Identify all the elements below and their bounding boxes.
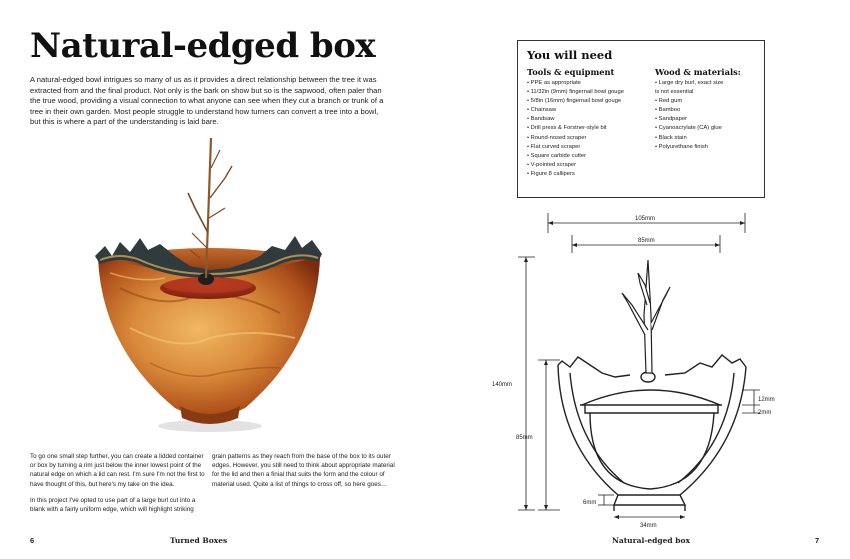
right-page bbox=[425, 0, 850, 559]
dimension-label: 85mm bbox=[638, 238, 655, 244]
body-paragraph: grain patterns as they reach from the base of the box to its outer edges. However, you still need to think about appropriate material for the lid and then a finial that suits the form and the colour of material used. Quite a list of things to cross off, so here goes… bbox=[212, 453, 395, 488]
body-paragraph: In this project I've opted to use part of a large burl cut into a blank with a fairly uniform edge, which will highlight striking bbox=[30, 496, 196, 514]
dimension-label: 2mm bbox=[758, 410, 772, 416]
tool-item: • Bandsaw bbox=[527, 115, 651, 124]
page-number-right: 7 bbox=[815, 536, 820, 545]
tool-item: • V-pointed scraper bbox=[527, 161, 651, 170]
tool-item: • Figure 8 callipers bbox=[527, 170, 651, 179]
body-column-1 bbox=[30, 452, 205, 521]
tool-item: • Flat curved scraper bbox=[527, 143, 651, 152]
you-will-need-title: You will need bbox=[527, 48, 613, 62]
dimension-label: 12mm bbox=[758, 397, 775, 403]
dimension-label: 105mm bbox=[635, 216, 656, 222]
materials-column bbox=[651, 67, 755, 179]
intro-paragraph: A natural-edged bowl intrigues so many of us as it provides a direct relationship between the tree it was extracted from and the final product. Not only is the bark on show but so is the sapwood, often paler than the true wood, providing a visual connection to what anyone can see when they cut a branch or trunk of a tree in their own garden. Most people struggle to understand how turners can convert a tree into a bowl, but this is where a part of the understanding is laid bare. bbox=[30, 75, 384, 127]
page-number-left: 6 bbox=[30, 536, 35, 545]
material-item: • Sandpaper bbox=[655, 115, 755, 124]
running-head-left: Turned Boxes bbox=[170, 536, 228, 545]
material-item: • Large dry burl, exact size bbox=[655, 79, 755, 88]
materials-list bbox=[655, 79, 755, 152]
tool-item: • Round-nosed scraper bbox=[527, 134, 651, 143]
dimension-label: 85mm bbox=[516, 435, 533, 441]
page-title: Natural-edged box bbox=[30, 26, 376, 66]
tool-item: • PPE as appropriate bbox=[527, 79, 651, 88]
material-item-continued: is not essential bbox=[655, 89, 694, 96]
material-item: • Cyanoacrylate (CA) glue bbox=[655, 124, 755, 133]
material-item: • Bamboo bbox=[655, 106, 755, 115]
materials-heading: Wood & materials: bbox=[655, 67, 741, 77]
running-head-right: Natural-edged box bbox=[612, 536, 691, 545]
material-item: • Polyurethane finish bbox=[655, 143, 755, 152]
material-item: • Red gum bbox=[655, 97, 755, 106]
dimension-label: 6mm bbox=[583, 500, 597, 506]
material-item: • Black stain bbox=[655, 134, 755, 143]
tool-item: • 5/8in (16mm) fingernail bowl gouge bbox=[527, 97, 651, 106]
tool-item: • Square carbide cutter bbox=[527, 152, 651, 161]
tools-list bbox=[527, 79, 651, 179]
body-paragraph: To go one small step further, you can create a lidded container or box by turning a rim just below the inner lowest point of the natural edge on which a lid can rest. I'm sure I'm not the first to have thought of this, but here's my take on the idea. bbox=[30, 453, 205, 488]
tool-item: • Drill press & Forstner-style bit bbox=[527, 124, 651, 133]
tool-item: • 11/32in (9mm) fingernail bowl gouge bbox=[527, 88, 651, 97]
tools-heading: Tools & equipment bbox=[527, 67, 615, 77]
dimension-label: 34mm bbox=[640, 523, 657, 529]
tool-item: • Chainsaw bbox=[527, 106, 651, 115]
box-dimension-diagram bbox=[490, 205, 850, 530]
natural-edged-box-photo bbox=[80, 138, 340, 438]
you-will-need-box bbox=[517, 40, 765, 198]
tools-column bbox=[527, 67, 651, 179]
dimension-label: 140mm bbox=[492, 382, 513, 388]
body-column-2 bbox=[212, 452, 398, 496]
